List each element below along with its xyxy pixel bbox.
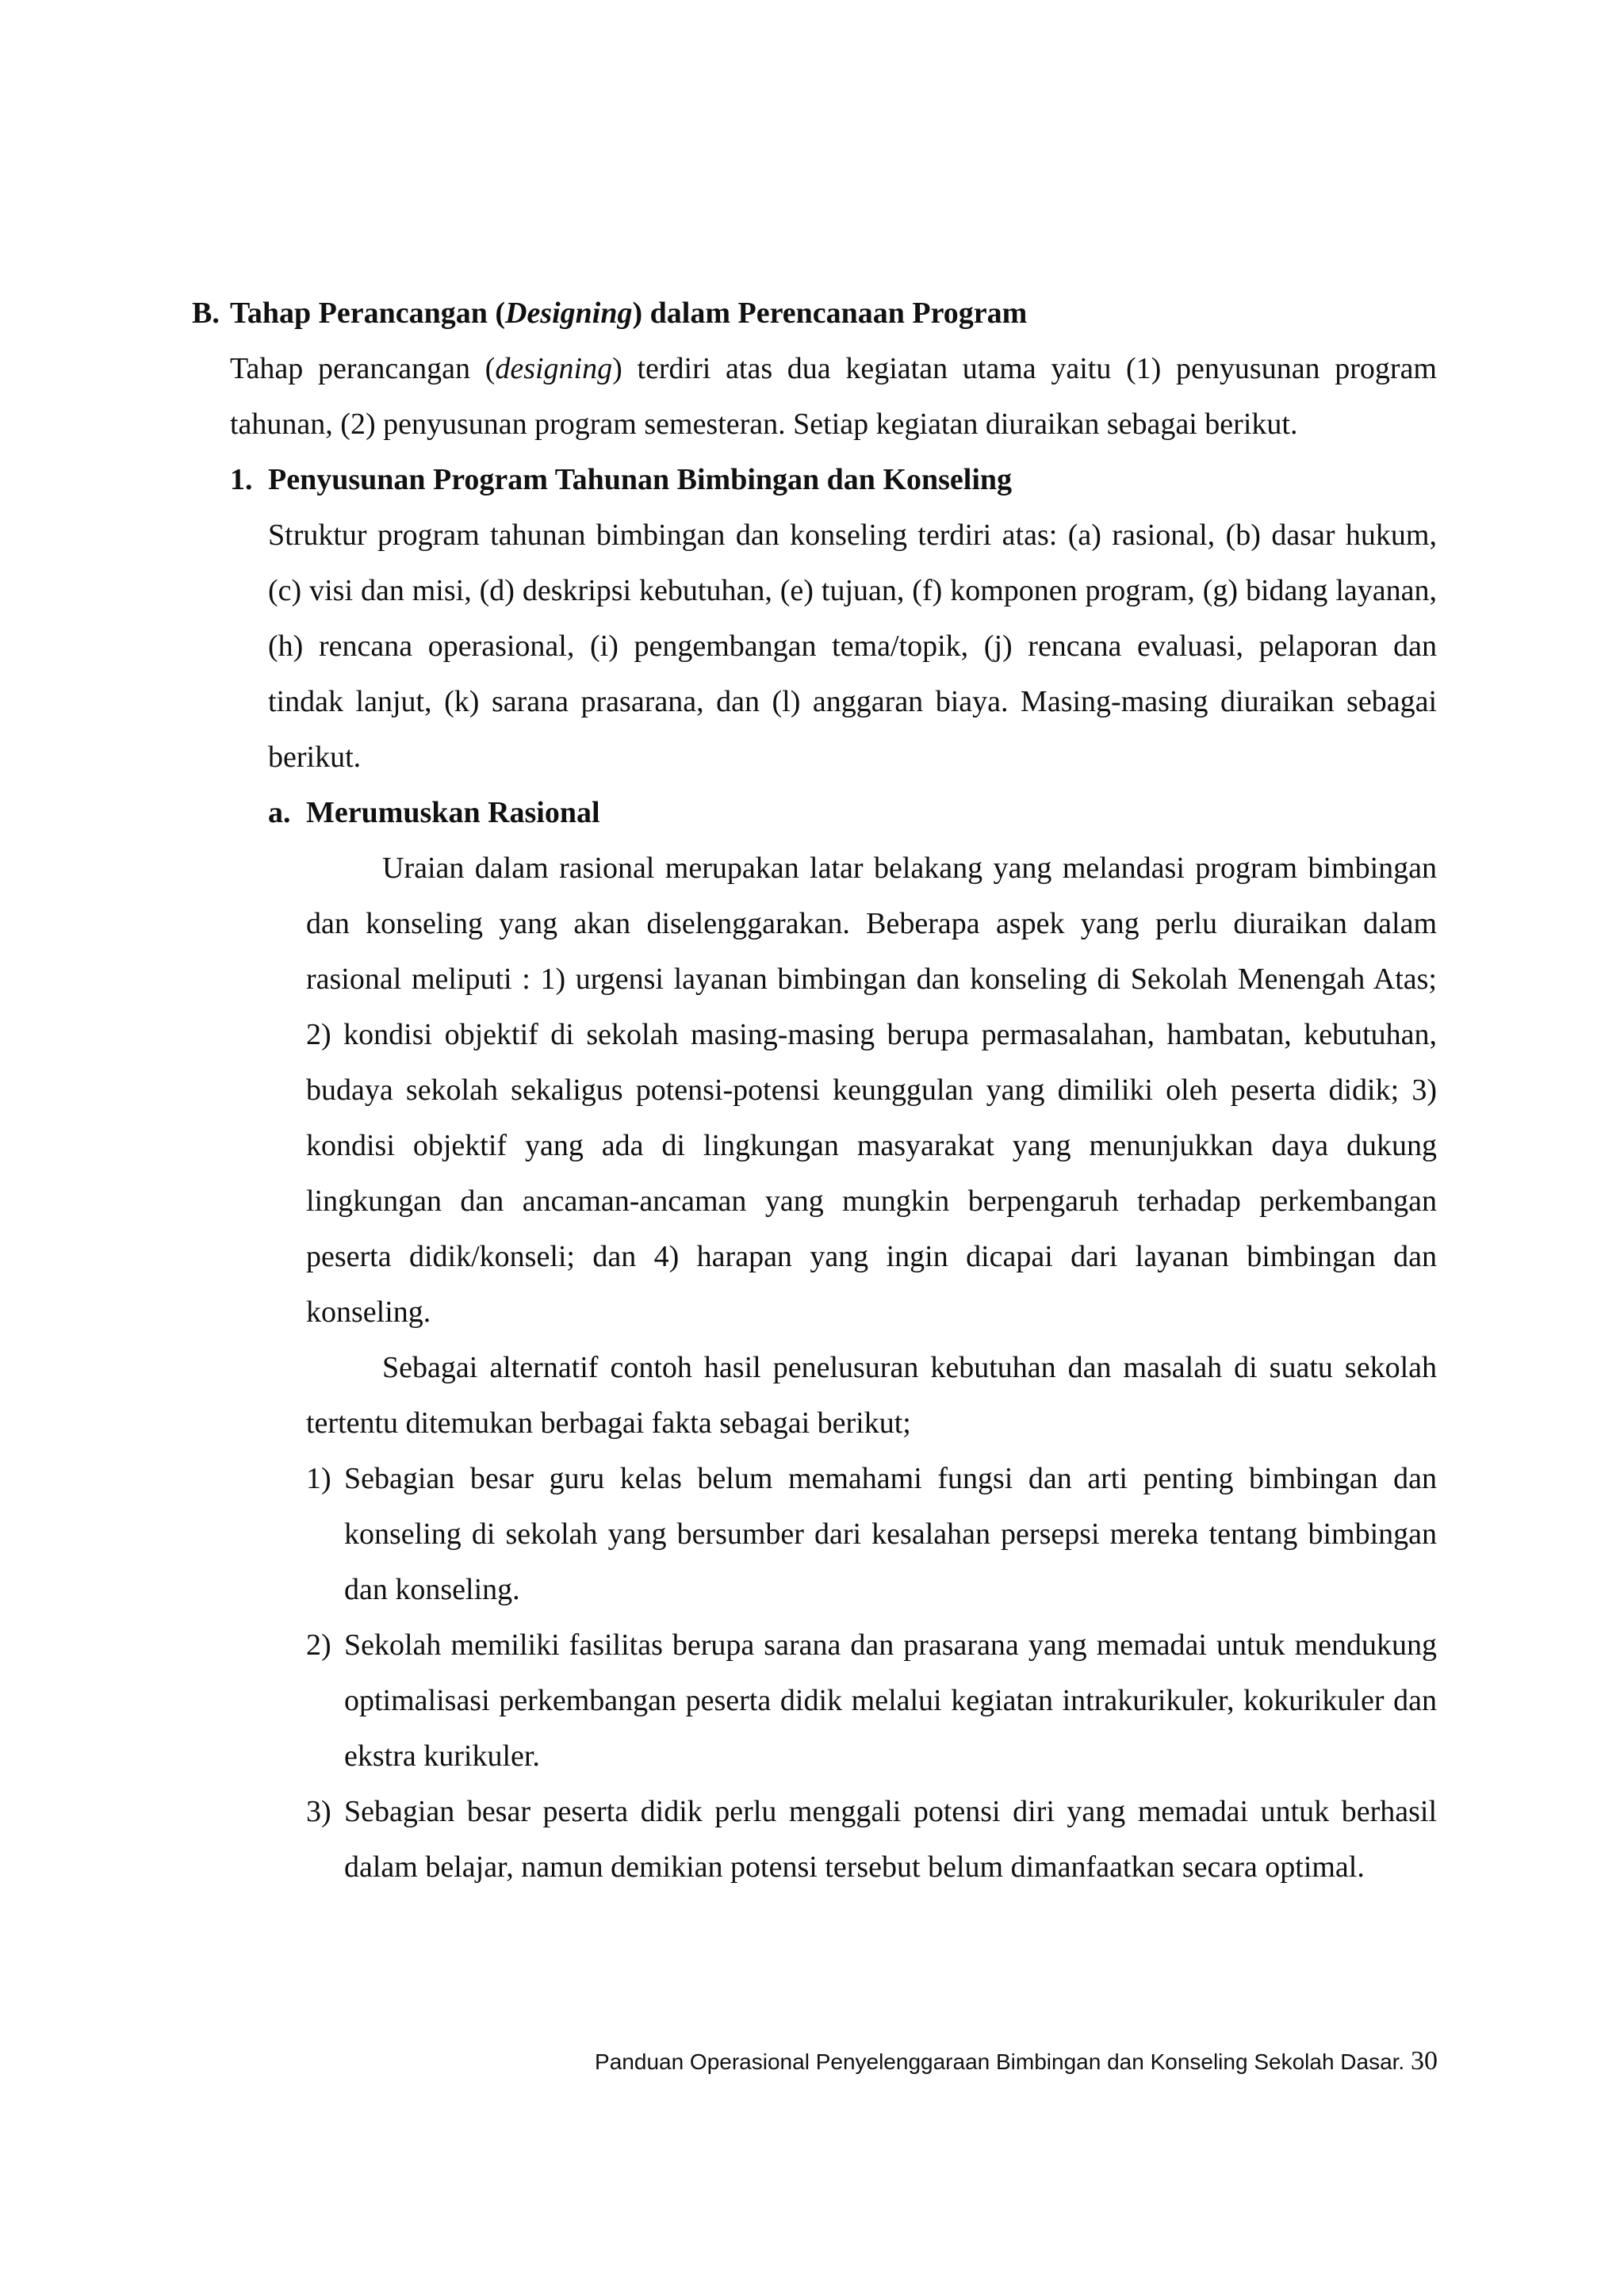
list-item <box>306 1784 1437 1895</box>
list-item-number: 1) <box>306 1462 331 1495</box>
list-item-text: Sekolah memiliki fasilitas berupa sarana dan prasarana yang memadai untuk mendukung optimalisasi perkembangan peserta didik melalui kegiatan intrakurikuler, kokurikuler dan ekstra kurikuler. <box>344 1628 1437 1773</box>
page-number: 30 <box>1411 2046 1438 2076</box>
section-b-heading <box>192 285 1437 341</box>
list-item-number: 2) <box>306 1628 331 1662</box>
section-a-paragraph-1: Uraian dalam rasional merupakan latar belakang yang melandasi program bimbingan dan konseling yang akan diselenggarakan. Beberapa aspek yang perlu diuraikan dalam rasional meliputi : 1) urgensi layanan bimbingan dan konseling di Sekolah Menengah Atas; 2) kondisi objektif di sekolah masing-masing berupa permasalahan, hambatan, kebutuhan, budaya sekolah sekaligus potensi-potensi keunggulan yang dimiliki oleh peserta didik; 3) kondisi objektif yang ada di lingkungan masyarakat yang menunjukkan daya dukung lingkungan dan ancaman-ancaman yang mungkin berpengaruh terhadap perkembangan peserta didik/konseli; dan 4) harapan yang ingin dicapai dari layanan bimbingan dan konseling. <box>306 851 1437 1329</box>
section-b-intro-pre: Tahap perancangan ( <box>230 352 496 385</box>
page-footer <box>555 2045 1438 2078</box>
section-b-title-pre: Tahap Perancangan ( <box>230 297 505 330</box>
section-a-body <box>306 840 1437 1895</box>
section-b-intro-em: designing <box>495 352 613 385</box>
section-b-intro-post: ) terdiri atas dua kegiatan utama yaitu (1) penyusunan program tahunan, (2) penyusunan program semesteran. Setiap kegiatan diuraikan sebagai berikut. <box>230 352 1437 441</box>
section-1-intro: Struktur program tahunan bimbingan dan konseling terdiri atas: (a) rasional, (b) dasar hukum, (c) visi dan misi, (d) deskripsi kebutuhan, (e) tujuan, (f) komponen program, (g) bidang layanan, (h) rencana operasional, (i) pengembangan tema/topik, (j) rencana evaluasi, pelaporan dan tindak lanjut, (k) sarana prasarana, dan (l) anggaran biaya. Masing-masing diuraikan sebagai berikut. <box>268 519 1437 774</box>
list-item <box>306 1451 1437 1617</box>
section-b-label: B. <box>192 297 220 330</box>
section-1-title: Penyusunan Program Tahunan Bimbingan dan Konseling <box>268 463 1013 496</box>
section-b-title <box>230 285 1027 341</box>
page-body <box>192 285 1437 1895</box>
section-b-title-post: ) dalam Perencanaan Program <box>632 297 1028 330</box>
footer-text: Panduan Operasional Penyelenggaraan Bimbingan dan Konseling Sekolah Dasar. <box>595 2049 1405 2074</box>
list-item <box>306 1617 1437 1784</box>
section-b-title-em: Designing <box>505 297 633 330</box>
section-a-label: a. <box>268 796 291 829</box>
list-item-text: Sebagian besar guru kelas belum memahami fungsi dan arti penting bimbingan dan konseling di sekolah yang bersumber dari kesalahan persepsi mereka tentang bimbingan dan konseling. <box>344 1462 1437 1606</box>
list-item-number: 3) <box>306 1795 331 1828</box>
section-1-heading <box>230 452 1437 507</box>
section-b-body <box>230 341 1437 1895</box>
section-1-label: 1. <box>230 463 253 496</box>
section-a-heading <box>268 785 1437 840</box>
section-a-paragraph-2: Sebagai alternatif contoh hasil penelusuran kebutuhan dan masalah di suatu sekolah tertentu ditemukan berbagai fakta sebagai berikut; <box>306 1351 1437 1440</box>
section-a-title: Merumuskan Rasional <box>306 796 600 829</box>
section-b-intro <box>230 341 1437 452</box>
list-item-text: Sebagian besar peserta didik perlu menggali potensi diri yang memadai untuk berhasil dalam belajar, namun demikian potensi tersebut belum dimanfaatkan secara optimal. <box>344 1795 1437 1884</box>
section-1-body <box>268 507 1437 1895</box>
